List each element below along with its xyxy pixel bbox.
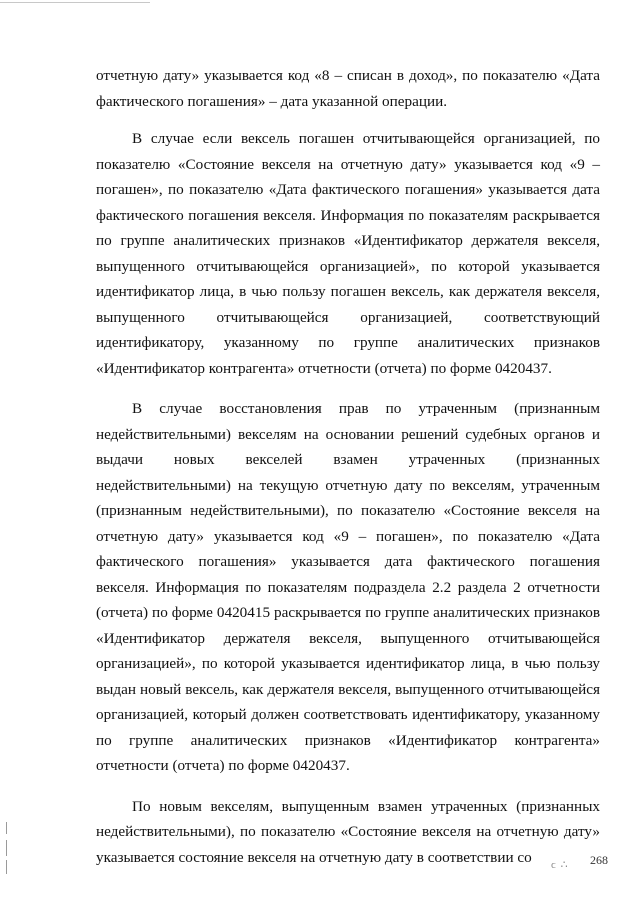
paragraph-redeemed-bill: В случае если вексель погашен отчитывающейся организацией, по показателю «Состояние векселя на отчетную дату» указывается код «9 – погашен», по показателю «Дата фактического погашения» указывается дата фактического погашения векселя. Информация по показателям раскрывается по группе аналитических признаков «Идентификатор держателя векселя, выпущенного отчитывающейся организацией», по которой указывается идентификатор лица, в чью пользу погашен вексель, как держателя векселя, выпущенного отчитывающейся организацией, соответствующий идентификатору, указанному по группе аналитических признаков «Идентификатор контрагента» отчетности (отчета) по форме 0420437. bbox=[96, 130, 600, 377]
binding-mark bbox=[6, 860, 7, 874]
body-text bbox=[96, 63, 600, 885]
top-rule-line bbox=[0, 2, 150, 3]
paragraph-restored-rights: В случае восстановления прав по утраченным (признанным недействительными) векселям на основании решений судебных органов и выдачи новых векселей взамен утраченных (признанных недействительными) на текущую отчетную дату по векселям, утраченным (признанным недействительными), по показателю «Состояние векселя на отчетную дату» указывается код «9 – погашен», по показателю «Дата фактического погашения» указывается дата фактического погашения векселя. Информация по показателям подраздела 2.2 раздела 2 отчетности (отчета) по форме 0420415 раскрывается по группе аналитических признаков «Идентификатор держателя векселя, выпущенного отчитывающейся организацией», по которой указывается идентификатор лица, в чью пользу выдан новый вексель, как держателя векселя, выпущенного отчитывающейся организацией, который должен соответствовать идентификатору, указанному по группе аналитических признаков «Идентификатор контрагента» отчетности (отчета) по форме 0420437. bbox=[96, 400, 600, 774]
page-stamp-mark: ϲ ∴ bbox=[551, 859, 569, 871]
binding-mark bbox=[6, 822, 7, 834]
binding-mark bbox=[6, 840, 7, 856]
page-number: 268 bbox=[590, 853, 608, 867]
paragraph-continuation: отчетную дату» указывается код «8 – списан в доход», по показателю «Дата фактического погашения» – дата указанной операции. bbox=[96, 67, 600, 110]
paragraph-new-bills: По новым векселям, выпущенным взамен утраченных (признанных недействительными), по показателю «Состояние векселя на отчетную дату» указывается состояние векселя на отчетную дату в соответствии со bbox=[96, 797, 600, 866]
